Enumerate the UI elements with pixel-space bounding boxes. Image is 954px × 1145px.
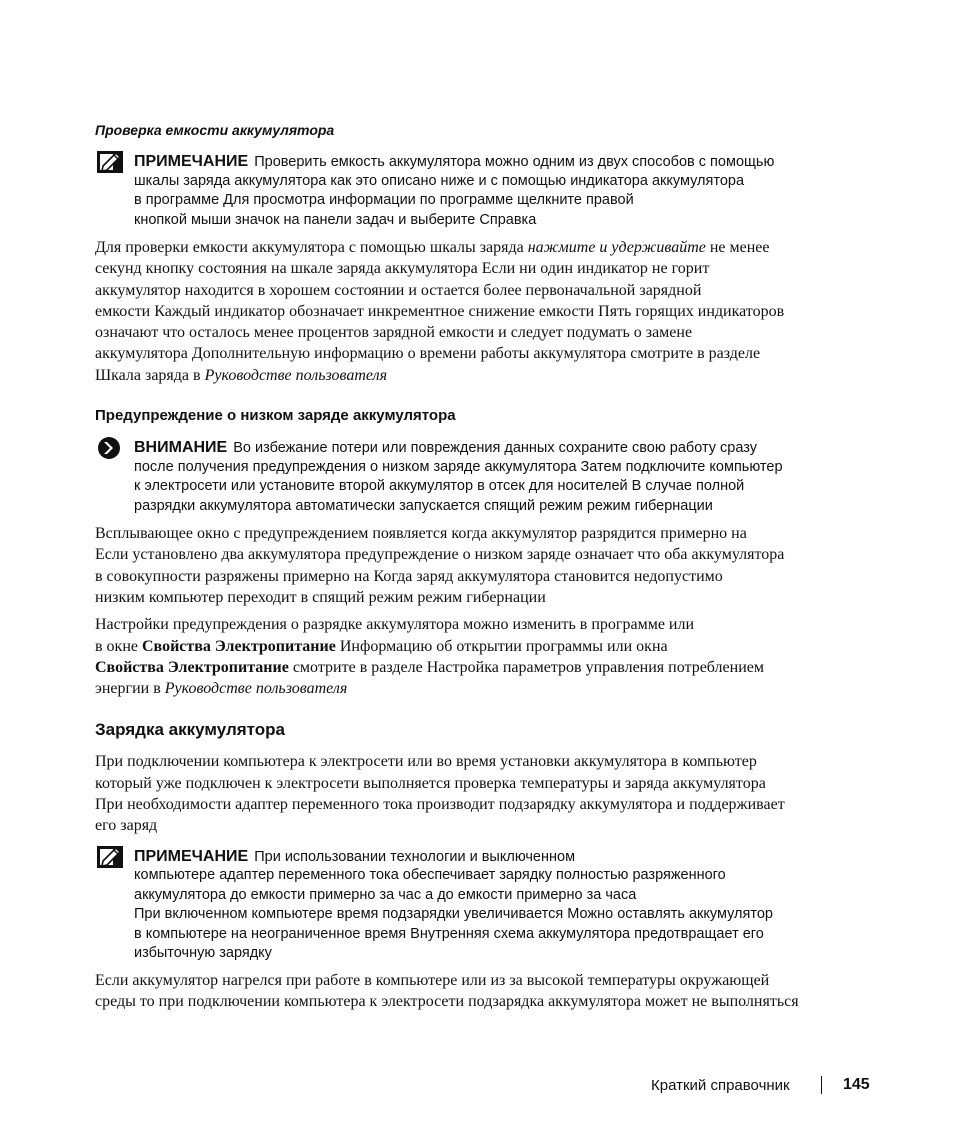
paragraph-line: в совокупности разряжены примерно на Когда заряд аккумулятора становится недопустимо [95, 568, 723, 585]
pencil-note-icon [97, 846, 123, 868]
paragraph-warning-settings [95, 614, 865, 700]
note-text-line: Проверить емкость аккумулятора можно одним из двух способов с помощью [254, 154, 775, 170]
paragraph-line: который уже подключен к электросети выполняется проверка температуры и заряда аккумулятора [95, 775, 766, 792]
note-text-line: шкалы заряда аккумулятора как это описано ниже и с помощью индикатора аккумулятора [134, 173, 745, 189]
section-title-low-battery: Предупреждение о низком заряде аккумулятора [95, 407, 456, 424]
footer-divider [821, 1076, 822, 1094]
note-lead: ПРИМЕЧАНИЕ [134, 153, 249, 170]
notice-text-line: к электросети или установите второй аккумулятор в отсек для носителей В случае полной [134, 478, 745, 494]
text-run: не менее [705, 239, 770, 256]
notice-lead: ВНИМАНИЕ [134, 439, 228, 456]
note-text-line: кнопкой мыши значок на панели задач и выберите Справка [134, 212, 537, 228]
note-text-line: При использовании технологии и выключенном [254, 849, 576, 865]
paragraph-line: означают что осталось менее процентов зарядной емкости и следует подумать о замене [95, 324, 693, 341]
text-run-bold: Свойства Электропитание [95, 659, 289, 676]
paragraph-line: При подключении компьютера к электросети или во время установки аккумулятора в компьютер [95, 753, 757, 770]
text-run: Информацию об открытии программы или окна [335, 638, 668, 655]
text-run: энергии в [95, 680, 165, 697]
text-run: смотрите в разделе Настройка параметров управления потреблением [288, 659, 764, 676]
paragraph-line: Если установлено два аккумулятора предупреждение о низком заряде означает что оба аккумулятора [95, 546, 785, 563]
paragraph-overheat [95, 970, 865, 1014]
paragraph-line: При необходимости адаптер переменного тока производит подзарядку аккумулятора и поддерживает [95, 796, 785, 813]
text-run: Шкала заряда в [95, 367, 205, 384]
paragraph-charging [95, 751, 865, 837]
paragraph-line: аккумулятор находится в хорошем состоянии и остается более первоначальной зарядной [95, 282, 702, 299]
page-number: 145 [843, 1076, 870, 1093]
note-block-capacity [97, 151, 867, 233]
page-footer [0, 1075, 954, 1097]
note-text-line: в программе Для просмотра информации по программе щелкните правой [134, 192, 634, 208]
note-text-line: аккумулятора до емкости примерно за час а до емкости примерно за часа [134, 887, 637, 903]
paragraph-line: его заряд [95, 817, 158, 834]
paragraph-line: аккумулятора Дополнительную информацию о времени работы аккумулятора смотрите в разделе [95, 345, 761, 362]
text-run-bold: Свойства Электропитание [142, 638, 336, 655]
notice-text-line: Во избежание потери или повреждения данных сохраните свою работу сразу [233, 440, 757, 456]
text-run: Для проверки емкости аккумулятора с помощью шкалы заряда [95, 239, 528, 256]
paragraph-line: секунд кнопку состояния на шкале заряда аккумулятора Если ни один индикатор не горит [95, 260, 710, 277]
footer-title: Краткий справочник [651, 1077, 790, 1094]
section-title-capacity-check: Проверка емкости аккумулятора [95, 122, 335, 138]
caution-icon [97, 437, 123, 459]
paragraph-capacity-check [95, 237, 865, 387]
note-text-line: При включенном компьютере время подзарядки увеличивается Можно оставлять аккумулятор [134, 906, 773, 922]
note-text-line: в компьютере на неограниченное время Внутренняя схема аккумулятора предотвращает его [134, 926, 764, 942]
paragraph-line: Если аккумулятор нагрелся при работе в компьютере или из за высокой температуры окружающей [95, 972, 770, 989]
paragraph-line: низким компьютер переходит в спящий режим режим гибернации [95, 589, 546, 606]
notice-text-line: после получения предупреждения о низком заряде аккумулятора Затем подключите компьютер [134, 459, 783, 475]
paragraph-line: емкости Каждый индикатор обозначает инкрементное снижение емкости Пять горящих индикаторов [95, 303, 785, 320]
paragraph-line: среды то при подключении компьютера к электросети подзарядка аккумулятора может не выполняться [95, 993, 799, 1010]
text-run-italic: нажмите и удерживайте [527, 239, 706, 256]
paragraph-low-battery-warning [95, 523, 865, 609]
text-run-italic: Руководстве пользователя [204, 367, 388, 384]
section-title-charging: Зарядка аккумулятора [95, 720, 285, 739]
note-lead: ПРИМЕЧАНИЕ [134, 848, 249, 865]
paragraph-line: Настройки предупреждения о разрядке аккумулятора можно изменить в программе или [95, 616, 695, 633]
note-block-charging [97, 846, 867, 966]
text-run-italic: Руководстве пользователя [164, 680, 348, 697]
text-run: в окне [95, 638, 142, 655]
notice-block-low-battery [97, 437, 867, 519]
pencil-note-icon [97, 151, 123, 173]
note-text-line: избыточную зарядку [134, 945, 272, 961]
notice-text-line: разрядки аккумулятора автоматически запускается спящий режим режим гибернации [134, 498, 713, 514]
note-text-line: компьютере адаптер переменного тока обеспечивает зарядку полностью разряженного [134, 867, 726, 883]
paragraph-line: Всплывающее окно с предупреждением появляется когда аккумулятор разрядится примерно на [95, 525, 747, 542]
